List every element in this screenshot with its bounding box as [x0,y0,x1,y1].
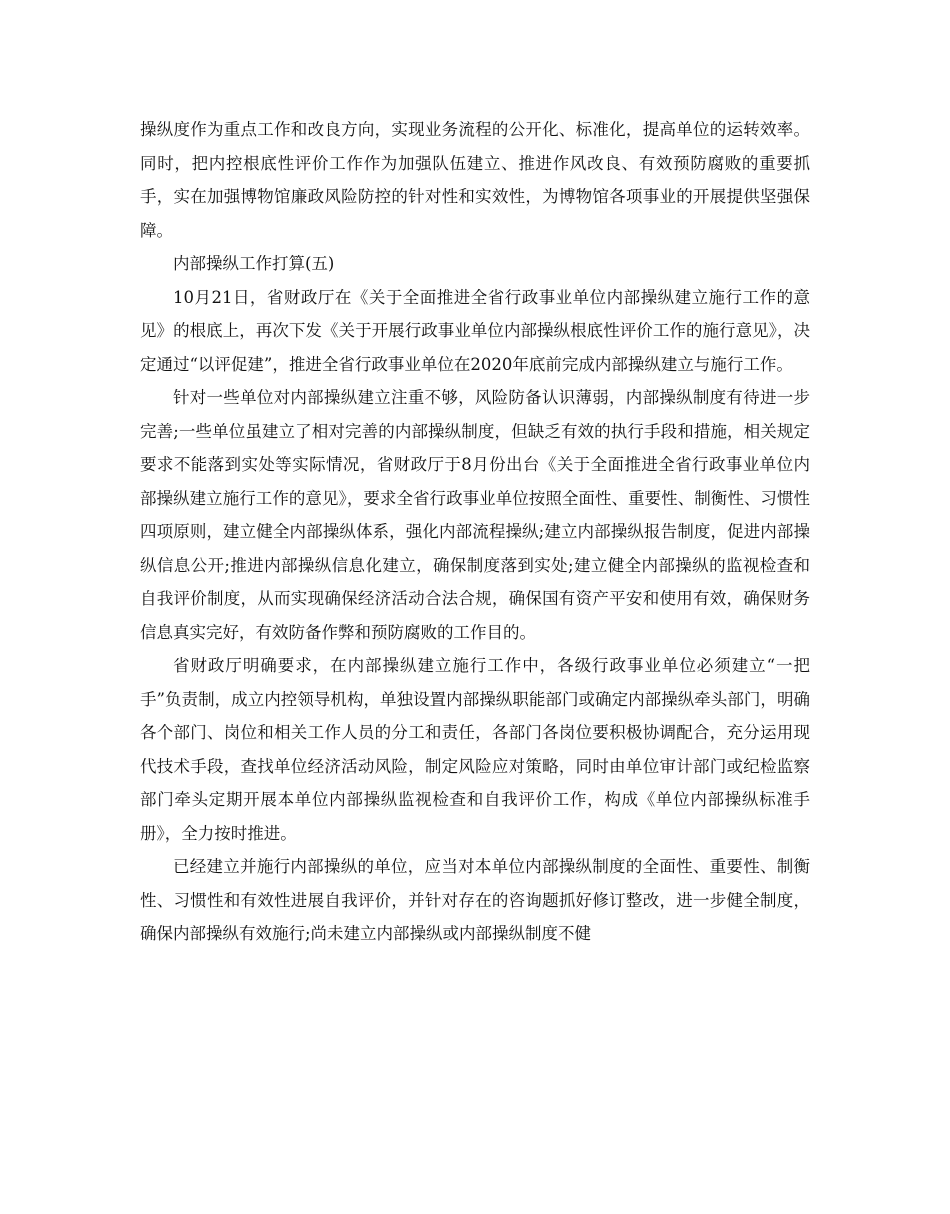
paragraph: 10月21日，省财政厅在《关于全面推进全省行政事业单位内部操纵建立施行工作的意见》的根底上，再次下发《关于开展行政事业单位内部操纵根底性评价工作的施行意见》，决定通过“以评促建”，推进全省行政事业单位在2020年底前完成内部操纵建立与施行工作。 [140,287,810,374]
paragraph-continuation: 操纵度作为重点工作和改良方向，实现业务流程的公开化、标准化，提高单位的运转效率。同时，把内控根底性评价工作作为加强队伍建立、推进作风改良、有效预防腐败的重要抓手，实在加强博物馆廉政风险防控的针对性和实效性，为博物馆各项事业的开展提供坚强保障。 [140,120,810,240]
paragraph: 针对一些单位对内部操纵建立注重不够，风险防备认识薄弱，内部操纵制度有待进一步完善;一些单位虽建立了相对完善的内部操纵制度，但缺乏有效的执行手段和措施，相关规定要求不能落到实处等实际情况，省财政厅于8月份出台《关于全面推进全省行政事业单位内部操纵建立施行工作的意见》，要求全省行政事业单位按照全面性、重要性、制衡性、习惯性四项原则，建立健全内部操纵体系，强化内部流程操纵;建立内部操纵报告制度，促进内部操纵信息公开;推进内部操纵信息化建立，确保制度落到实处;建立健全内部操纵的监视检查和自我评价制度，从而实现确保经济活动合法合规，确保国有资产平安和使用有效，确保财务信息真实完好，有效防备作弊和预防腐败的工作目的。 [140,388,810,642]
document-body [140,113,810,951]
paragraph: 省财政厅明确要求，在内部操纵建立施行工作中，各级行政事业单位必须建立“一把手”负责制，成立内控领导机构，单独设置内部操纵职能部门或确定内部操纵牵头部门，明确各个部门、岗位和相关工作人员的分工和责任，各部门各岗位要积极协调配合，充分运用现代技术手段，查找单位经济活动风险，制定风险应对策略，同时由单位审计部门或纪检监察部门牵头定期开展本单位内部操纵监视检查和自我评价工作，构成《单位内部操纵标准手册》，全力按时推进。 [140,656,810,843]
section-heading: 内部操纵工作打算(五) [173,254,335,273]
paragraph: 已经建立并施行内部操纵的单位，应当对本单位内部操纵制度的全面性、重要性、制衡性、习惯性和有效性进展自我评价，并针对存在的咨询题抓好修订整改，进一步健全制度，确保内部操纵有效施行;尚未建立内部操纵或内部操纵制度不健 [140,857,810,943]
